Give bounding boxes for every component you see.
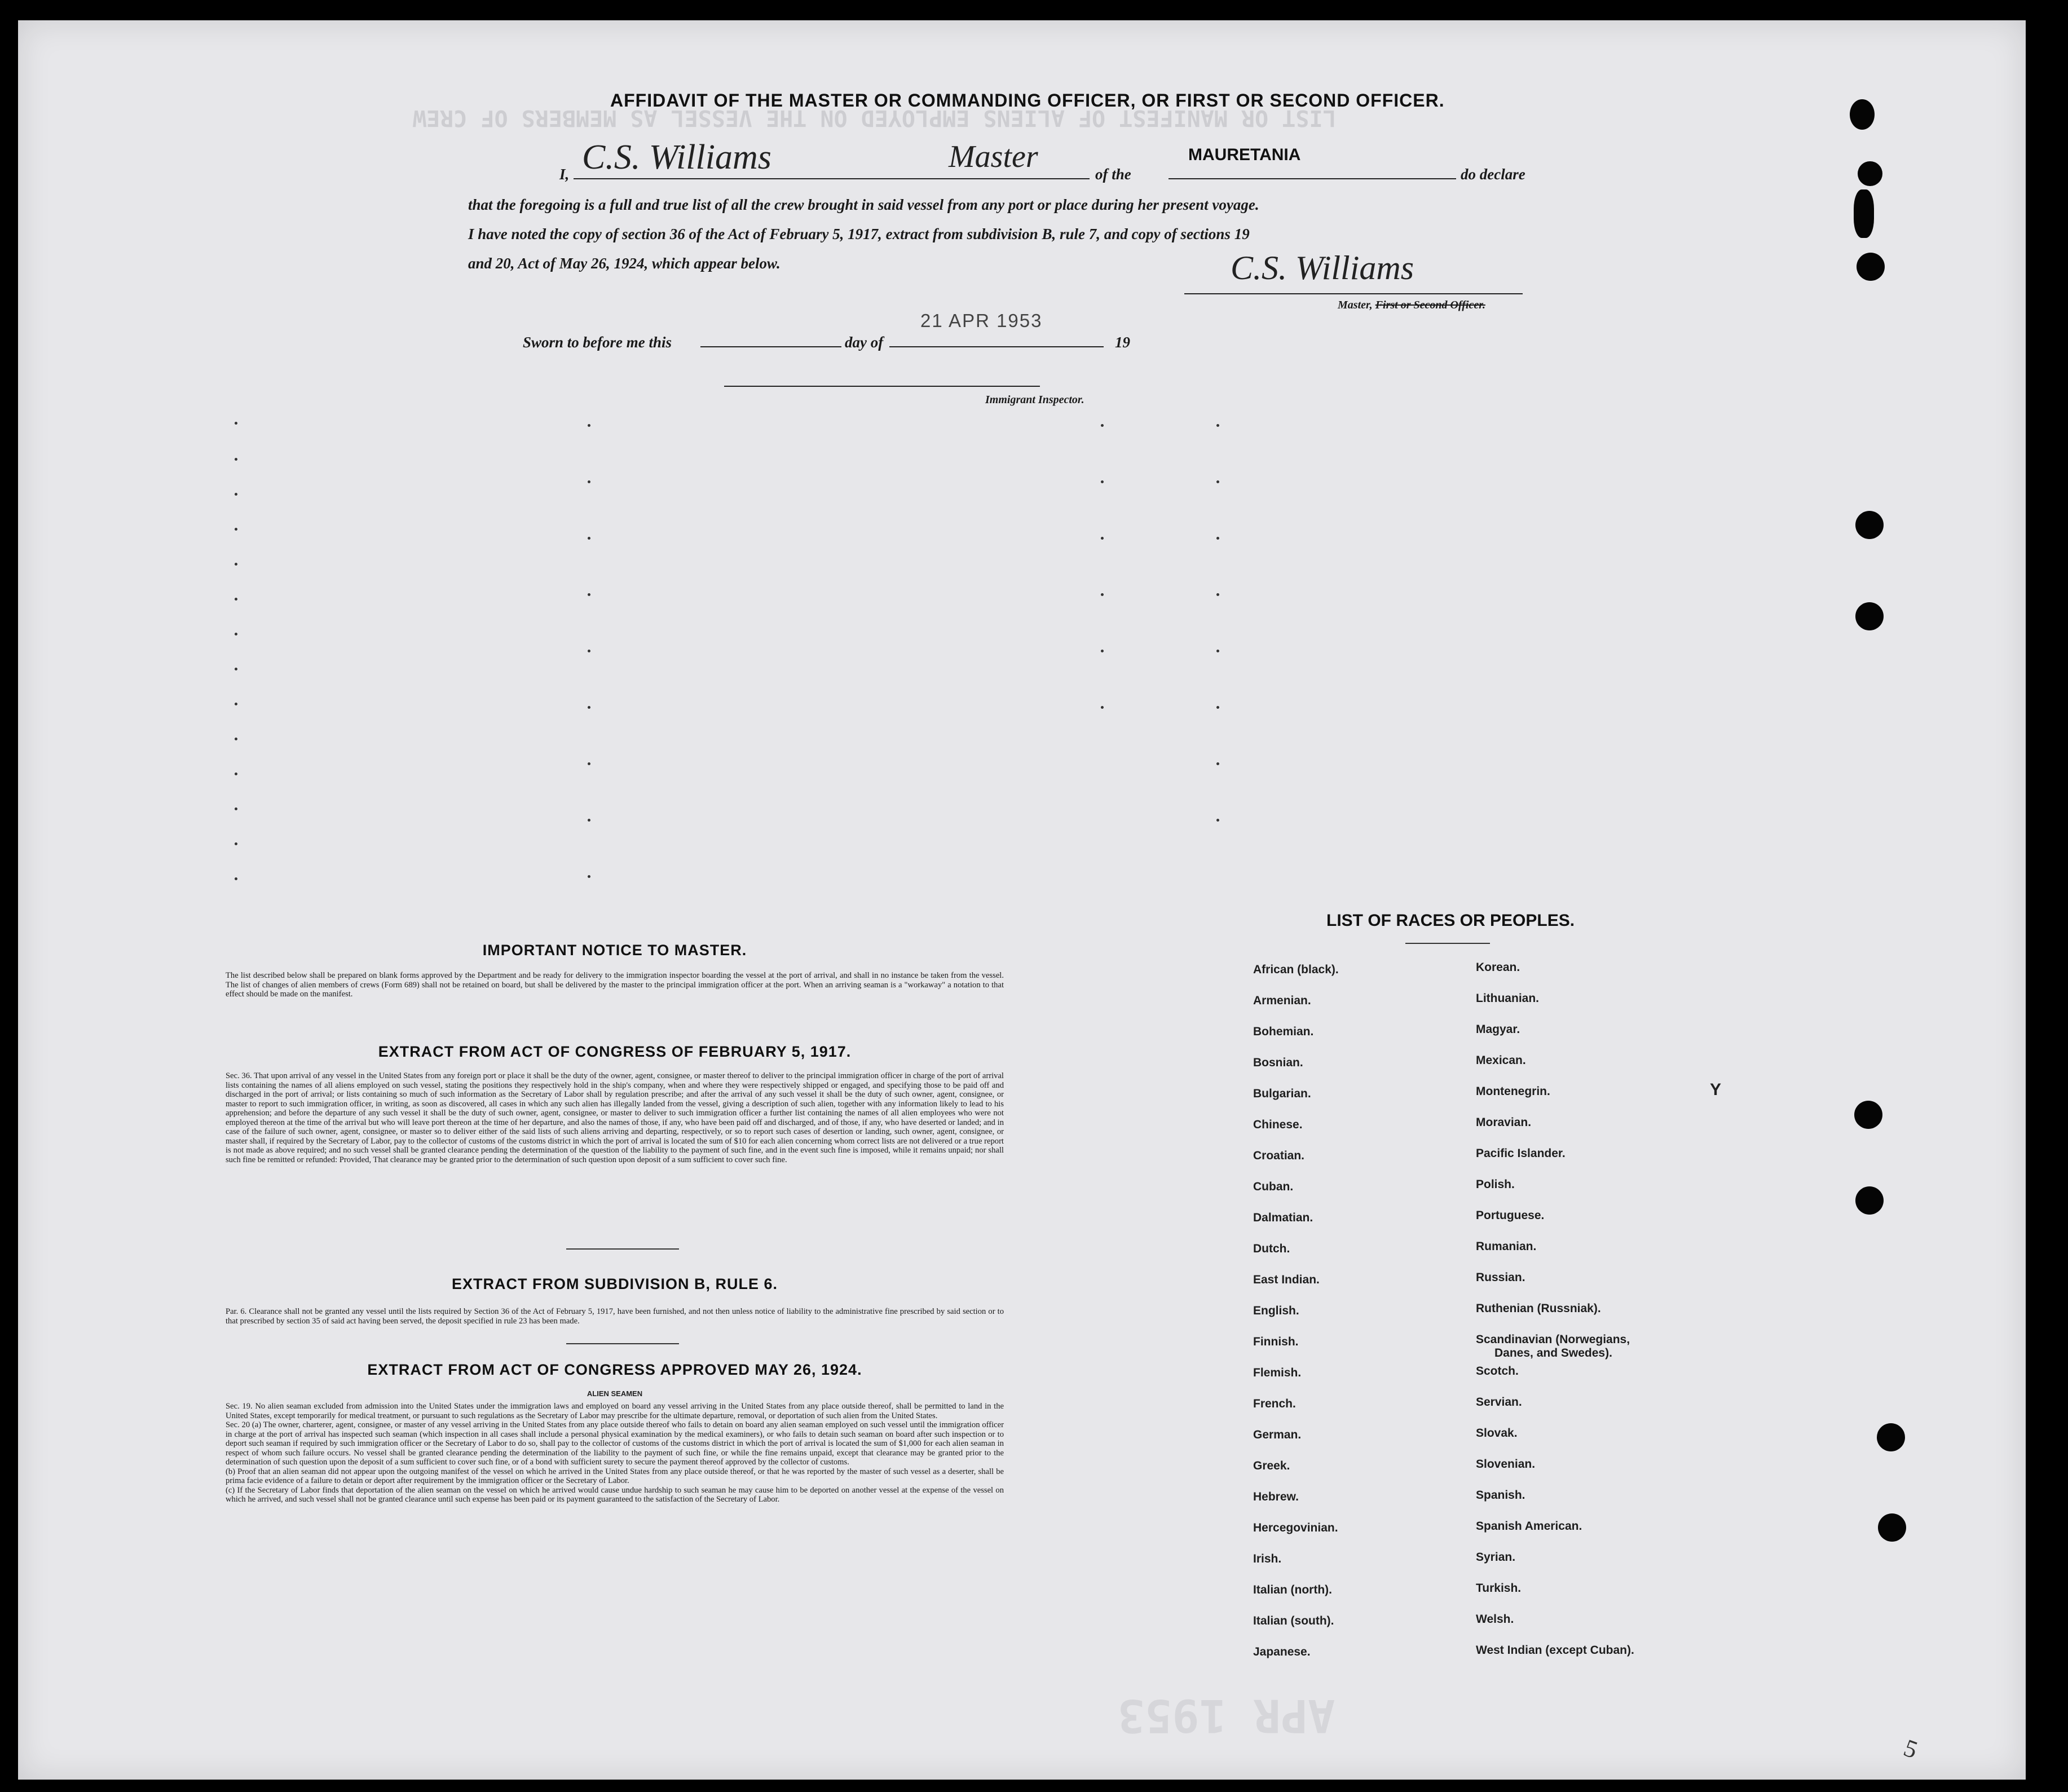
races-title: LIST OF RACES OR PEOPLES. <box>1326 911 1575 930</box>
race-item: Ruthenian (Russniak). <box>1476 1302 1601 1315</box>
race-item: Dalmatian. <box>1253 1211 1313 1224</box>
guide-dot <box>588 650 590 652</box>
race-item: English. <box>1253 1304 1299 1317</box>
race-item: East Indian. <box>1253 1273 1320 1286</box>
punch-hole <box>1855 602 1884 630</box>
guide-dot <box>235 458 237 461</box>
sworn-label: Sworn to before me this <box>523 334 672 351</box>
race-item: Montenegrin. <box>1476 1085 1550 1098</box>
signature-line <box>1184 293 1523 294</box>
name-line <box>574 178 1090 179</box>
punch-hole <box>1857 253 1885 281</box>
race-item: Rumanian. <box>1476 1240 1537 1253</box>
punch-hole <box>1858 161 1882 186</box>
section-rule <box>566 1248 679 1250</box>
guide-dot <box>1216 819 1219 822</box>
margin-letter: Y <box>1710 1080 1722 1099</box>
bleed-through-header: LIST OR MANIFEST OF ALIENS EMPLOYED ON THE VESSEL AS MEMBERS OF CREW <box>413 105 1337 131</box>
race-item: Hebrew. <box>1253 1490 1299 1503</box>
punch-hole <box>1854 189 1874 238</box>
guide-dot <box>235 422 237 425</box>
extract-1917-text: Sec. 36. That upon arrival of any vessel in the United States from any foreign port or place it shall be the duty of the owner, agent, consignee, or master thereof to deliver to the principal immigration officer in charge of the port of arrival lists containing the names of all aliens employed on such vessel, stating the positions they respectively hold in the ship's company, when and where they were respectively shipped or engaged, and specifying those to be paid off and discharged in the port of arrival; or lists containing so much of such information as the Secretary of Labor shall by regulation prescribe; and after the arrival of any such vessel it shall be the duty of such owner, agent, consignee, or master to report to such immigration officer, in writing, as soon as discovered, all cases in which any such alien has illegally landed from the vessel, giving a description of such alien, together with any information likely to lead to his apprehension; and before the departure of any such vessel it shall be the duty of such owner, agent, consignee, or master to deliver to such immigration officer a further list containing the names of all alien employees who were not employed thereon at the time of the arrival but who will leave port thereon at the time of her departure, and also the names of those, if any, who have been paid off and discharged, and of those, if any, who have deserted or landed; and in case of the failure of such owner, agent, consignee, or master so to deliver either of the said lists of such aliens arriving and departing, respectively, or so to report such cases of desertion or landing, such owner, agent, consignee, or master shall, if required by the Secretary of Labor, pay to the collector of customs of the customs district in which the port of arrival is located the sum of $10 for each alien concerning whom correct lists are not delivered or a true report is not made as above required; and no such vessel shall be granted clearance pending the determination of the question of the liability to the payment of such fine, and in the event such fine is imposed, while it remains unpaid; nor shall such fine be remitted or refunded: Provided, That clearance may be granted prior to the determination of such question upon deposit of a sum sufficient to cover such fine. <box>226 1071 1004 1164</box>
guide-dot <box>1216 762 1219 765</box>
guide-dot <box>1101 537 1104 540</box>
sec-20c-text: (c) If the Secretary of Labor finds that deportation of the alien seaman on the vessel on which he arrived would cause undue hardship to such seaman he may cause him to be deported on another vessel at the expense of the vessel on which he arrived, and such vessel shall not be granted clearance until such expense has been paid or its payment guaranteed to the satisfaction of the Secretary of Labor. <box>226 1485 1004 1504</box>
handwritten-rank: Master <box>949 139 1038 174</box>
guide-dot <box>588 424 590 427</box>
race-item: Magyar. <box>1476 1023 1520 1036</box>
race-item: Armenian. <box>1253 994 1311 1007</box>
race-item: Irish. <box>1253 1552 1282 1565</box>
master-caption <box>1338 299 1485 312</box>
extract-1924-title: EXTRACT FROM ACT OF CONGRESS APPROVED MAY 26, 1924. <box>367 1361 862 1378</box>
affidavit-line-4: and 20, Act of May 26, 1924, which appear below. <box>468 255 781 272</box>
race-item: German. <box>1253 1428 1302 1441</box>
guide-dot <box>1101 706 1104 709</box>
race-item: Bulgarian. <box>1253 1087 1311 1100</box>
guide-dot <box>1216 537 1219 540</box>
guide-dot <box>588 593 590 596</box>
sec-20a-text: Sec. 20 (a) The owner, charterer, agent, consignee, or master of any vessel arriving in the United States from any place outside thereof who fails to detain on board any alien seaman employed on such vessel until the immigration officer in charge at the port of arrival has inspected such seaman (which inspection in all cases shall include a personal physical examination by the medical examiners), or who fails to detain such seaman on board after such inspection or to deport such seaman if required by such immigration officer or the Secretary of Labor to do so, shall pay to the collector of customs of the customs district in which the port of arrival is located the sum of $1,000 for each alien seaman in respect of whom such failure occurs. No vessel shall be granted clearance pending the determination of the liability to the payment of such fine, or while the fine remains unpaid, except that clearance may be granted prior to the determination of such question upon the deposit of a sum sufficient to cover such fine, or of a bond with sufficient surety to secure the payment thereof approved by the collector of customs. <box>226 1420 1004 1467</box>
guide-dot <box>235 528 237 531</box>
subdivision-text: Par. 6. Clearance shall not be granted any vessel until the lists required by Section 36 of the Act of February 5, 1917, have been furnished, and not then unless notice of liability to the administrative fine prescribed by said section or to that prescribed by section 35 of said act having been served, the deposit specified in rule 23 has been made. <box>226 1307 1004 1326</box>
race-item: Slovak. <box>1476 1427 1518 1440</box>
race-item: Slovenian. <box>1476 1458 1536 1471</box>
guide-dot <box>1216 480 1219 483</box>
notice-title: IMPORTANT NOTICE TO MASTER. <box>482 942 747 959</box>
race-item-continuation: Danes, and Swedes). <box>1494 1347 1612 1360</box>
handwritten-name: C.S. Williams <box>582 138 771 176</box>
guide-dot <box>235 773 237 775</box>
inspector-caption: Immigrant Inspector. <box>985 394 1084 406</box>
alien-seamen-subtitle: ALIEN SEAMEN <box>587 1389 643 1398</box>
vessel-name: MAURETANIA <box>1188 145 1301 164</box>
race-item: West Indian (except Cuban). <box>1476 1644 1634 1657</box>
master-caption-text: Master, <box>1338 299 1373 311</box>
guide-dot <box>1216 706 1219 709</box>
guide-dot <box>235 633 237 635</box>
master-signature: C.S. Williams <box>1231 249 1414 286</box>
guide-dot <box>588 706 590 709</box>
race-item: Korean. <box>1476 961 1520 974</box>
race-item: Dutch. <box>1253 1242 1290 1255</box>
do-declare-label: do declare <box>1461 166 1525 183</box>
affidavit-line-2: that the foregoing is a full and true list of all the crew brought in said vessel from any port or place during her present voyage. <box>468 196 1259 213</box>
race-item: Italian (north). <box>1253 1583 1332 1596</box>
guide-dot <box>1216 650 1219 652</box>
guide-dot <box>588 875 590 878</box>
race-item: Bosnian. <box>1253 1056 1303 1069</box>
race-item: Portuguese. <box>1476 1209 1545 1222</box>
race-item: Lithuanian. <box>1476 992 1539 1005</box>
guide-dot <box>235 703 237 705</box>
extract-1924-body <box>226 1402 1004 1504</box>
punch-hole <box>1850 99 1875 130</box>
sworn-day-line <box>700 346 841 347</box>
race-item: Japanese. <box>1253 1645 1311 1658</box>
race-item: Pacific Islander. <box>1476 1147 1566 1160</box>
race-item: Moravian. <box>1476 1116 1532 1129</box>
document-sheet <box>18 20 2026 1780</box>
guide-dot <box>235 668 237 670</box>
guide-dot <box>235 493 237 496</box>
race-item: Russian. <box>1476 1271 1525 1284</box>
bleed-through-stamp: APR 1953 <box>1118 1689 1335 1742</box>
race-item: Croatian. <box>1253 1149 1305 1162</box>
race-item: Polish. <box>1476 1178 1515 1191</box>
punch-hole <box>1855 1186 1884 1215</box>
date-stamp: 21 APR 1953 <box>920 310 1043 331</box>
extract-1917-title: EXTRACT FROM ACT OF CONGRESS OF FEBRUARY 5, 1917. <box>378 1043 852 1060</box>
guide-dot <box>1101 480 1104 483</box>
race-item: Spanish American. <box>1476 1520 1582 1533</box>
affidavit-line-3: I have noted the copy of section 36 of the Act of February 5, 1917, extract from subdivision B, rule 7, and copy of sections 19 <box>468 226 1250 242</box>
guide-dot <box>1216 424 1219 427</box>
race-item: Greek. <box>1253 1459 1290 1472</box>
race-item: Flemish. <box>1253 1366 1302 1379</box>
guide-dot <box>588 480 590 483</box>
punch-hole <box>1855 511 1884 539</box>
guide-dot <box>1101 424 1104 427</box>
race-item: Welsh. <box>1476 1613 1514 1626</box>
race-item: Mexican. <box>1476 1054 1526 1067</box>
race-item: Italian (south). <box>1253 1614 1334 1627</box>
guide-dot <box>1101 650 1104 652</box>
guide-dot <box>1216 593 1219 596</box>
race-item: Spanish. <box>1476 1489 1525 1502</box>
sworn-month-line <box>889 346 1104 347</box>
race-item: African (black). <box>1253 963 1339 976</box>
guide-dot <box>235 563 237 566</box>
day-of-label: day of <box>845 334 884 351</box>
race-item: Hercegovinian. <box>1253 1521 1338 1534</box>
of-the-label: of the <box>1095 166 1131 183</box>
vessel-line <box>1169 178 1456 179</box>
guide-dot <box>235 842 237 845</box>
race-item: Finnish. <box>1253 1335 1299 1348</box>
races-title-rule <box>1405 943 1490 944</box>
race-item: Scotch. <box>1476 1365 1519 1378</box>
inspector-line <box>724 386 1040 387</box>
guide-dot <box>235 598 237 601</box>
year-prefix: 19 <box>1115 334 1130 351</box>
notice-text: The list described below shall be prepared on blank forms approved by the Department and be ready for delivery to the immigration inspector boarding the vessel at the port of arrival, and shall in no instance be taken from the vessel. The list of changes of alien members of crews (Form 689) shall not be retained on board, but shall be delivered by the master to the principal immigration officer at the port. When an arriving seaman is a "workaway" a notation to that effect should be made on the manifest. <box>226 971 1004 999</box>
race-item: Scandinavian (Norwegians, <box>1476 1333 1630 1346</box>
guide-dot <box>235 877 237 880</box>
punch-hole <box>1854 1101 1882 1129</box>
race-item: Bohemian. <box>1253 1025 1314 1038</box>
guide-dot <box>1101 593 1104 596</box>
race-item: Turkish. <box>1476 1582 1522 1595</box>
race-item: French. <box>1253 1397 1296 1410</box>
subdivision-title: EXTRACT FROM SUBDIVISION B, RULE 6. <box>451 1275 778 1292</box>
guide-dot <box>235 807 237 810</box>
punch-hole <box>1878 1513 1906 1542</box>
race-item: Cuban. <box>1253 1180 1294 1193</box>
sec-20b-text: (b) Proof that an alien seaman did not appear upon the outgoing manifest of the vessel on which he arrived in the United States from any place outside thereof, or that he was reported by the master of such vessel as a deserter, shall be prima facie evidence of a failure to detain or deport after requirement by the immigration officer or the Secretary of Labor. <box>226 1467 1004 1485</box>
section-rule <box>566 1343 679 1344</box>
guide-dot <box>235 738 237 740</box>
punch-hole <box>1877 1423 1905 1451</box>
affidavit-title: AFFIDAVIT OF THE MASTER OR COMMANDING OFFICER, OR FIRST OR SECOND OFFICER. <box>610 90 1445 111</box>
guide-dot <box>588 762 590 765</box>
race-item: Chinese. <box>1253 1118 1303 1131</box>
race-item: Syrian. <box>1476 1551 1516 1564</box>
i-label: I, <box>559 166 570 183</box>
corner-mark: 5 <box>1900 1733 1921 1764</box>
guide-dot <box>588 537 590 540</box>
sec-19-text: Sec. 19. No alien seaman excluded from admission into the United States under the immigration laws and employed on board any vessel arriving in the United States from any place outside thereof, shall be permitted to land in the United States, except temporarily for medical treatment, or pursuant to such regulations as the Secretary of Labor may prescribe for the ultimate departure, removal, or deportation of such alien from the United States. <box>226 1402 1004 1420</box>
struck-caption: First or Second Officer. <box>1375 299 1485 311</box>
race-item: Servian. <box>1476 1396 1522 1409</box>
guide-dot <box>588 819 590 822</box>
